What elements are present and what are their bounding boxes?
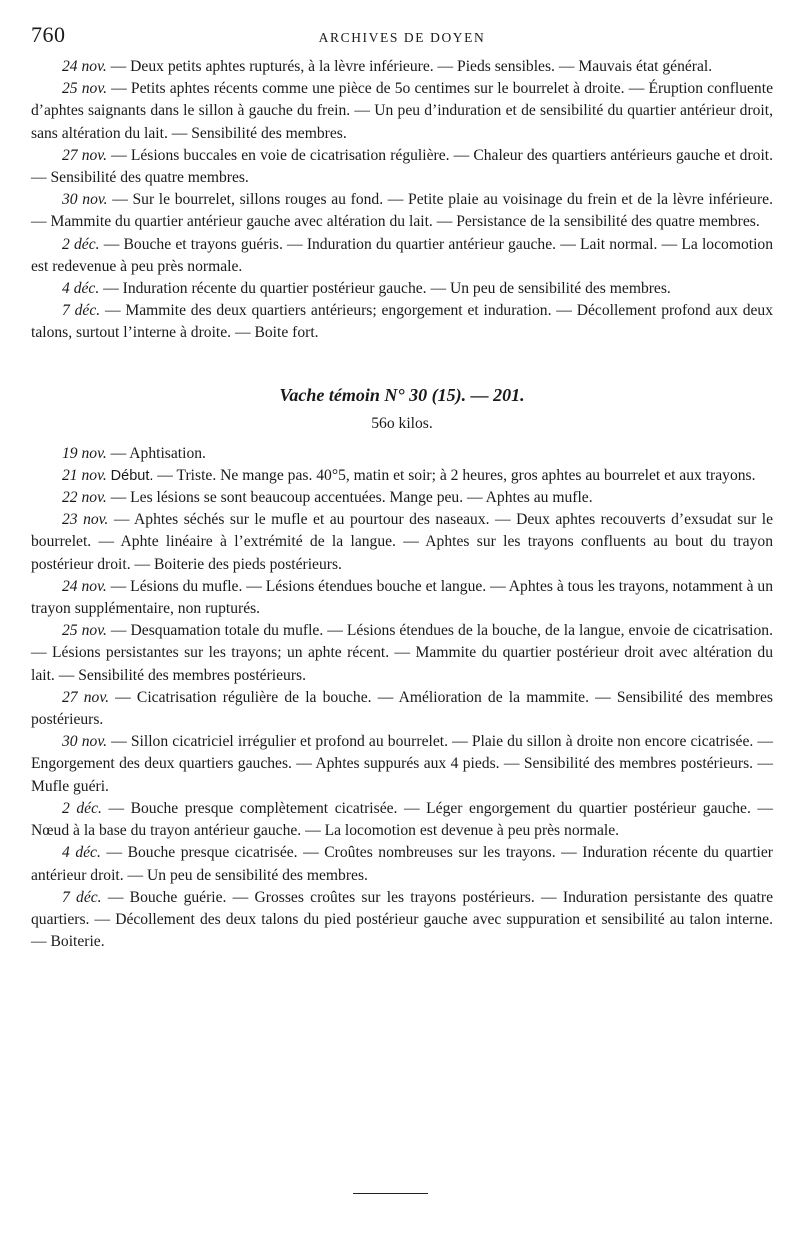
entry-date: 22 nov. xyxy=(62,489,107,507)
entry xyxy=(31,487,773,509)
entry-date: 27 nov. xyxy=(62,688,110,706)
entry xyxy=(31,731,773,798)
entry-text: — Lésions du mufle. — Lésions étendues bouche et langue. — Aphtes à tous les trayons, notamment à un trayon supplémentaire, non rupturés. xyxy=(31,577,773,618)
entry xyxy=(31,145,773,189)
section-1-entries xyxy=(31,56,773,345)
running-title: ARCHIVES DE DOYEN xyxy=(318,30,486,45)
entry-date: 25 nov. xyxy=(62,80,108,98)
entry xyxy=(31,887,773,954)
entry-text: — Aphtes séchés sur le mufle et au pourtour des naseaux. — Deux aphtes recouverts d’exsudat sur le bourrelet. — Aphte linéaire à l’extrémité de la langue. — Aphtes sur les trayons confluents au bout du trayon postérieur droit. — Boiterie des pieds postérieurs. xyxy=(31,511,773,573)
entry-marker: Début. xyxy=(110,467,154,484)
entry-text: — Bouche presque complètement cicatrisée. — Léger engorgement du quartier postérieur gauche. — Nœud à la base du trayon antérieur gauche. — La locomotion est devenue à peu près normale. xyxy=(31,799,773,840)
entry-text: — Les lésions se sont beaucoup accentuées. Mange peu. — Aphtes au mufle. xyxy=(106,489,593,507)
entry xyxy=(31,465,773,487)
section-title: Vache témoin N° 30 (15). — 201. xyxy=(279,384,525,405)
entry-date: 4 déc. xyxy=(62,280,100,298)
entry-text: — Bouche presque cicatrisée. — Croûtes nombreuses sur les trayons. — Induration récente du quartier antérieur droit. — Un peu de sensibilité des membres. xyxy=(31,844,773,884)
end-rule-divider xyxy=(353,1193,428,1194)
entry-text: — Sur le bourrelet, sillons rouges au fond. — Petite plaie au voisinage du frein et de la lèvre inférieure. — Mammite du quartier antérieur gauche avec altération du lait. — Persistance de la sensibilité des quatre membres. xyxy=(31,191,773,231)
entry-date: 30 nov. xyxy=(62,191,108,209)
entry xyxy=(31,278,773,300)
entry xyxy=(31,620,773,687)
entry xyxy=(31,300,773,344)
page xyxy=(31,22,773,953)
entry-text: — Cicatrisation régulière de la bouche. — Amélioration de la mammite. — Sensibilité des membres postérieurs. xyxy=(31,688,773,729)
entry xyxy=(31,78,773,145)
entry xyxy=(31,798,773,842)
entry-date: 2 déc. xyxy=(62,799,102,817)
entry-text: — Sillon cicatriciel irrégulier et profond au bourrelet. — Plaie du sillon à droite non encore cicatrisée. — Engorgement des deux quartiers gauches. — Aphtes suppurés aux 4 pieds. — Sensibilité des membres postérieurs. — Mufle guéri. xyxy=(31,733,773,795)
entry-text: — Desquamation totale du mufle. — Lésions étendues de la bouche, de la langue, envoie de cicatrisation. — Lésions persistantes sur les trayons; un aphte récent. — Mammite du quartier postérieur droit avec altération du lait. — Sensibilité des membres postérieurs. xyxy=(31,622,774,684)
entry xyxy=(31,56,773,78)
page-header xyxy=(31,22,773,56)
entry-date: 24 nov. xyxy=(62,58,107,75)
entry-date: 2 déc. xyxy=(62,235,100,253)
entry-text: — Bouche et trayons guéris. — Induration du quartier antérieur gauche. — Lait normal. — La locomotion est redevenue à peu près normale. xyxy=(31,235,774,275)
entry-date: 30 nov. xyxy=(62,733,107,751)
entry-date: 19 nov. xyxy=(62,444,107,462)
section-2-entries xyxy=(31,443,773,954)
entry-date: 24 nov. xyxy=(62,577,107,595)
entry-text: — Triste. Ne mange pas. 40°5, matin et soir; à 2 heures, gros aphtes au bourrelet et aux trayons. xyxy=(153,466,756,484)
entry-text: — Deux petits aphtes rupturés, à la lèvre inférieure. — Pieds sensibles. — Mauvais état général. xyxy=(106,58,713,75)
entry-date: 21 nov. xyxy=(62,466,107,484)
entry-text: — Mammite des deux quartiers antérieurs; engorgement et induration. — Décollement profond aux deux talons, surtout l’interne à droite. — Boite fort. xyxy=(31,302,774,342)
entry xyxy=(31,234,773,278)
entry-text: — Induration récente du quartier postérieur gauche. — Un peu de sensibilité des membres. xyxy=(99,280,671,298)
entry-date: 23 nov. xyxy=(62,511,109,529)
entry xyxy=(31,687,773,731)
entry xyxy=(31,509,773,576)
entry-text: — Lésions buccales en voie de cicatrisation régulière. — Chaleur des quartiers antérieurs gauche et droit. — Sensibilité des quatre membres. xyxy=(31,146,774,187)
entry xyxy=(31,576,773,620)
entry-date: 7 déc. xyxy=(62,888,102,906)
page-number: 760 xyxy=(31,22,66,47)
entry-date: 4 déc. xyxy=(62,844,101,862)
entry-text: — Aphtisation. xyxy=(106,444,206,462)
entry xyxy=(31,189,773,233)
entry-text: — Petits aphtes récents comme une pièce de 5o centimes sur le bourrelet à droite. — Éruption confluente d’aphtes saignants dans le sillon à gauche du frein. — Un peu d’induration et de sensibilité du quartier antérieur droit, sans altération du lait. — Sensibilité des membres. xyxy=(31,80,773,142)
entry-text: — Bouche guérie. — Grosses croûtes sur les trayons postérieurs. — Induration persistante des quatre quartiers. — Décollement des deux talons du pied postérieur gauche avec suppuration et sensibilité au talon interne. — Boiterie. xyxy=(31,888,774,951)
entry xyxy=(31,443,773,465)
section-weight: 56o kilos. xyxy=(371,414,433,432)
entry-date: 27 nov. xyxy=(62,146,107,164)
entry-date: 7 déc. xyxy=(62,302,101,320)
entry-date: 25 nov. xyxy=(62,622,107,640)
entry xyxy=(31,842,773,886)
